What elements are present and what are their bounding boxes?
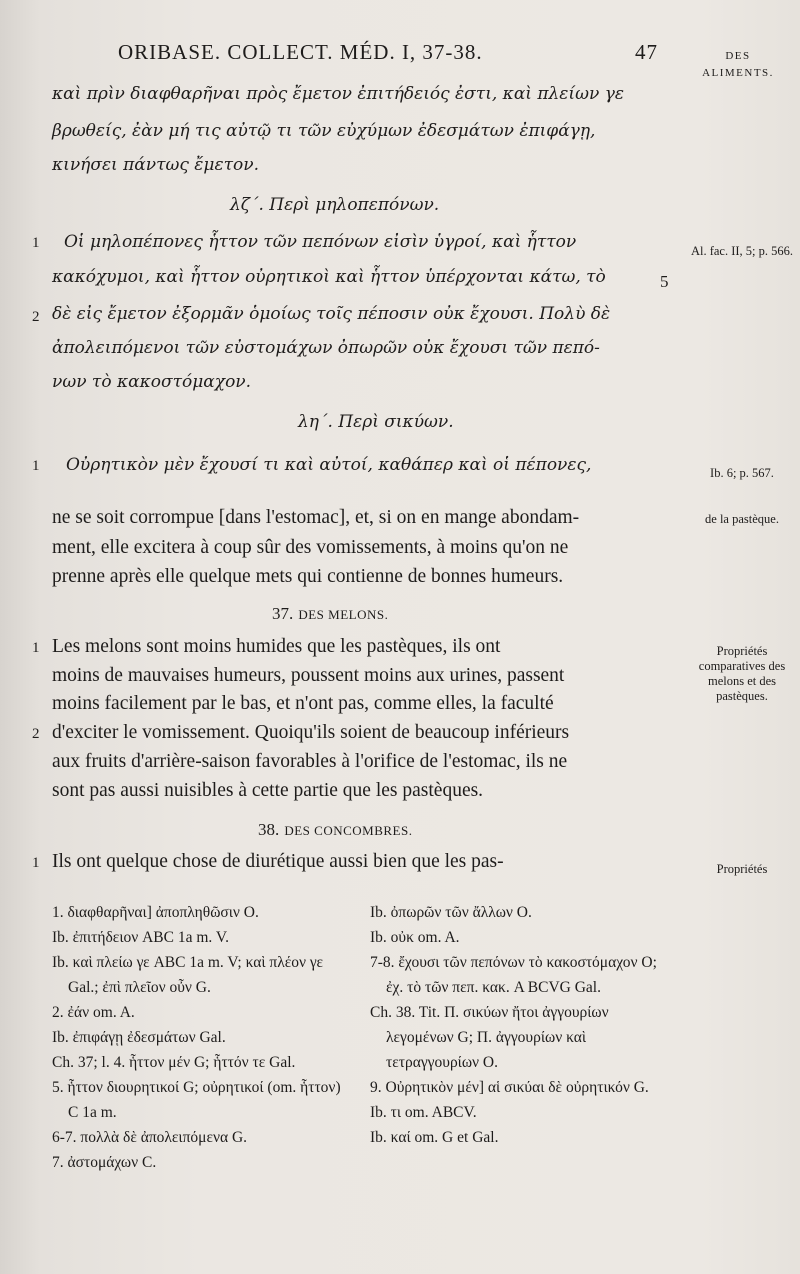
heading-38-title: DES CONCOMBRES. xyxy=(284,823,413,838)
side-header xyxy=(688,48,788,82)
line-number: 2 xyxy=(32,309,40,325)
margin-note-proprietes2: Propriétés xyxy=(716,862,768,876)
apparatus-note: Ch. 38. Tit. Π. σικύων ἤτοι ἀγγουρίων λεγομένων G; Π. ἀγγουρίων καὶ τετραγγουρίων O. xyxy=(370,1004,609,1071)
french-line: prenne après elle quelque mets qui contienne de bonnes humeurs. xyxy=(52,566,564,587)
line-number: 1 xyxy=(32,855,40,871)
apparatus-note: Ib. καὶ πλείω γε ABC 1a m. V; καὶ πλέον γε Gal.; ἐπὶ πλεῖον οὖν G. xyxy=(52,954,323,996)
french-line: ment, elle excitera à coup sûr des vomissements, à moins qu'on ne xyxy=(52,537,569,558)
french-line: aux fruits d'arrière-saison favorables à l'orifice de l'estomac, ils ne xyxy=(52,751,568,772)
greek-heading-38: λη΄. Περὶ σικύων. xyxy=(298,412,454,432)
line-number: 2 xyxy=(32,726,40,742)
side-title-line1: DES xyxy=(725,50,751,62)
margin-ref-37 xyxy=(688,244,796,259)
margin-note-pasteque: de la pastèque. xyxy=(705,512,779,526)
running-header xyxy=(118,40,658,65)
apparatus-note: Ib. ἐπιφάγῃ ἐδεσμάτων Gal. xyxy=(52,1029,226,1046)
greek-line: νων τὸ κακοστόμαχον. xyxy=(52,372,252,392)
apparatus-note: 1. διαφθαρῆναι] ἀποπληθῶσιν O. xyxy=(52,904,259,921)
heading-37-title: DES MELONS. xyxy=(298,607,389,622)
apparatus-note: 6-7. πολλὰ δὲ ἀπολειπόμενα G. xyxy=(52,1129,248,1146)
apparatus-column-left xyxy=(52,900,342,1175)
page-number: 47 xyxy=(635,40,658,64)
greek-line: κακόχυμοι, καὶ ἧττον οὐρητικοὶ καὶ ἧττον ὑπέρχονται κάτω, τὸ xyxy=(52,267,606,287)
line-number: 1 xyxy=(32,235,40,251)
greek-line: Οἱ μηλοπέπονες ἧττον τῶν πεπόνων εἰσὶν ὑγροί, καὶ ἧττον xyxy=(64,232,577,252)
heading-37-number: 37. xyxy=(272,604,294,623)
greek-line: καὶ πρὶν διαφθαρῆναι πρὸς ἔμετον ἐπιτήδειός ἐστι, καὶ πλείων γε xyxy=(52,84,624,104)
apparatus-note: Ib. ἐπιτήδειον ABC 1a m. V. xyxy=(52,929,229,946)
heading-38-number: 38. xyxy=(258,820,280,839)
apparatus-note: Ib. οὐκ om. A. xyxy=(370,929,460,946)
french-line: sont pas aussi nuisibles à cette partie que les pastèques. xyxy=(52,780,484,801)
greek-line: δὲ εἰς ἔμετον ἐξορμᾶν ὁμοίως τοῖς πέποσιν οὐκ ἔχουσι. Πολὺ δὲ xyxy=(52,304,611,324)
apparatus-note: 7-8. ἔχουσι τῶν πεπόνων τὸ κακοστόμαχον O; ἐχ. τὸ τῶν πεπ. κακ. A BCVG Gal. xyxy=(370,954,657,996)
margin-note-proprietes: Propriétés comparatives des melons et des pastèques. xyxy=(698,644,786,703)
line-number: 1 xyxy=(32,458,40,474)
margin-ref-38: Ib. 6; p. 567. xyxy=(710,466,774,480)
apparatus-note: Ib. ὀπωρῶν τῶν ἄλλων O. xyxy=(370,904,532,921)
side-title-line2: ALIMENTS. xyxy=(702,67,774,79)
french-line: Les melons sont moins humides que les pastèques, ils ont xyxy=(52,636,501,657)
apparatus-note: 2. ἐάν om. A. xyxy=(52,1004,135,1021)
french-line: ne se soit corrompue [dans l'estomac], et, si on en mange abondam- xyxy=(52,507,580,528)
french-line: moins facilement par le bas, et n'ont pas, comme elles, la faculté xyxy=(52,693,554,714)
french-heading-37 xyxy=(272,604,388,624)
apparatus-note: Ch. 37; l. 4. ἧττον μέν G; ἧττόν τε Gal. xyxy=(52,1054,296,1071)
line-number: 1 xyxy=(32,640,40,656)
french-heading-38 xyxy=(258,820,412,840)
line-number-right: 5 xyxy=(660,272,669,291)
greek-heading-37: λζ΄. Περὶ μηλοπεπόνων. xyxy=(230,195,440,215)
apparatus-column-right xyxy=(370,900,670,1150)
apparatus-note: 7. ἀστομάχων C. xyxy=(52,1154,157,1171)
greek-line: Οὐρητικὸν μὲν ἔχουσί τι καὶ αὐτοί, καθάπερ καὶ οἱ πέπονες, xyxy=(66,455,592,475)
french-line: d'exciter le vomissement. Quoiqu'ils soient de beaucoup inférieurs xyxy=(52,722,570,743)
apparatus-note: Ib. τι om. ABCV. xyxy=(370,1104,477,1121)
greek-line: ἀπολειπόμενοι τῶν εὐστομάχων ὀπωρῶν οὐκ ἔχουσι τῶν πεπό- xyxy=(52,338,600,358)
apparatus-note: Ib. καί om. G et Gal. xyxy=(370,1129,499,1146)
greek-line: βρωθείς, ἐὰν μή τις αὐτῷ τι τῶν εὐχύμων ἐδεσμάτων ἐπιφάγῃ, xyxy=(52,121,596,141)
apparatus-note: 5. ἧττον διουρητικοί G; οὐρητικοί (om. ἧττον) C 1a m. xyxy=(52,1079,341,1121)
french-line: moins de mauvaises humeurs, poussent moins aux urines, passent xyxy=(52,665,565,686)
greek-line: κινήσει πάντως ἔμετον. xyxy=(52,155,259,175)
french-line: Ils ont quelque chose de diurétique aussi bien que les pas- xyxy=(52,851,504,872)
running-title: ORIBASE. COLLECT. MÉD. I, 37-38. xyxy=(118,40,483,64)
apparatus-note: 9. Οὐρητικὸν μέν] αἱ σικύαι δὲ οὐρητικόν G. xyxy=(370,1079,649,1096)
margin-ref-37-text: Al. fac. II, 5; p. 566. xyxy=(690,244,794,258)
